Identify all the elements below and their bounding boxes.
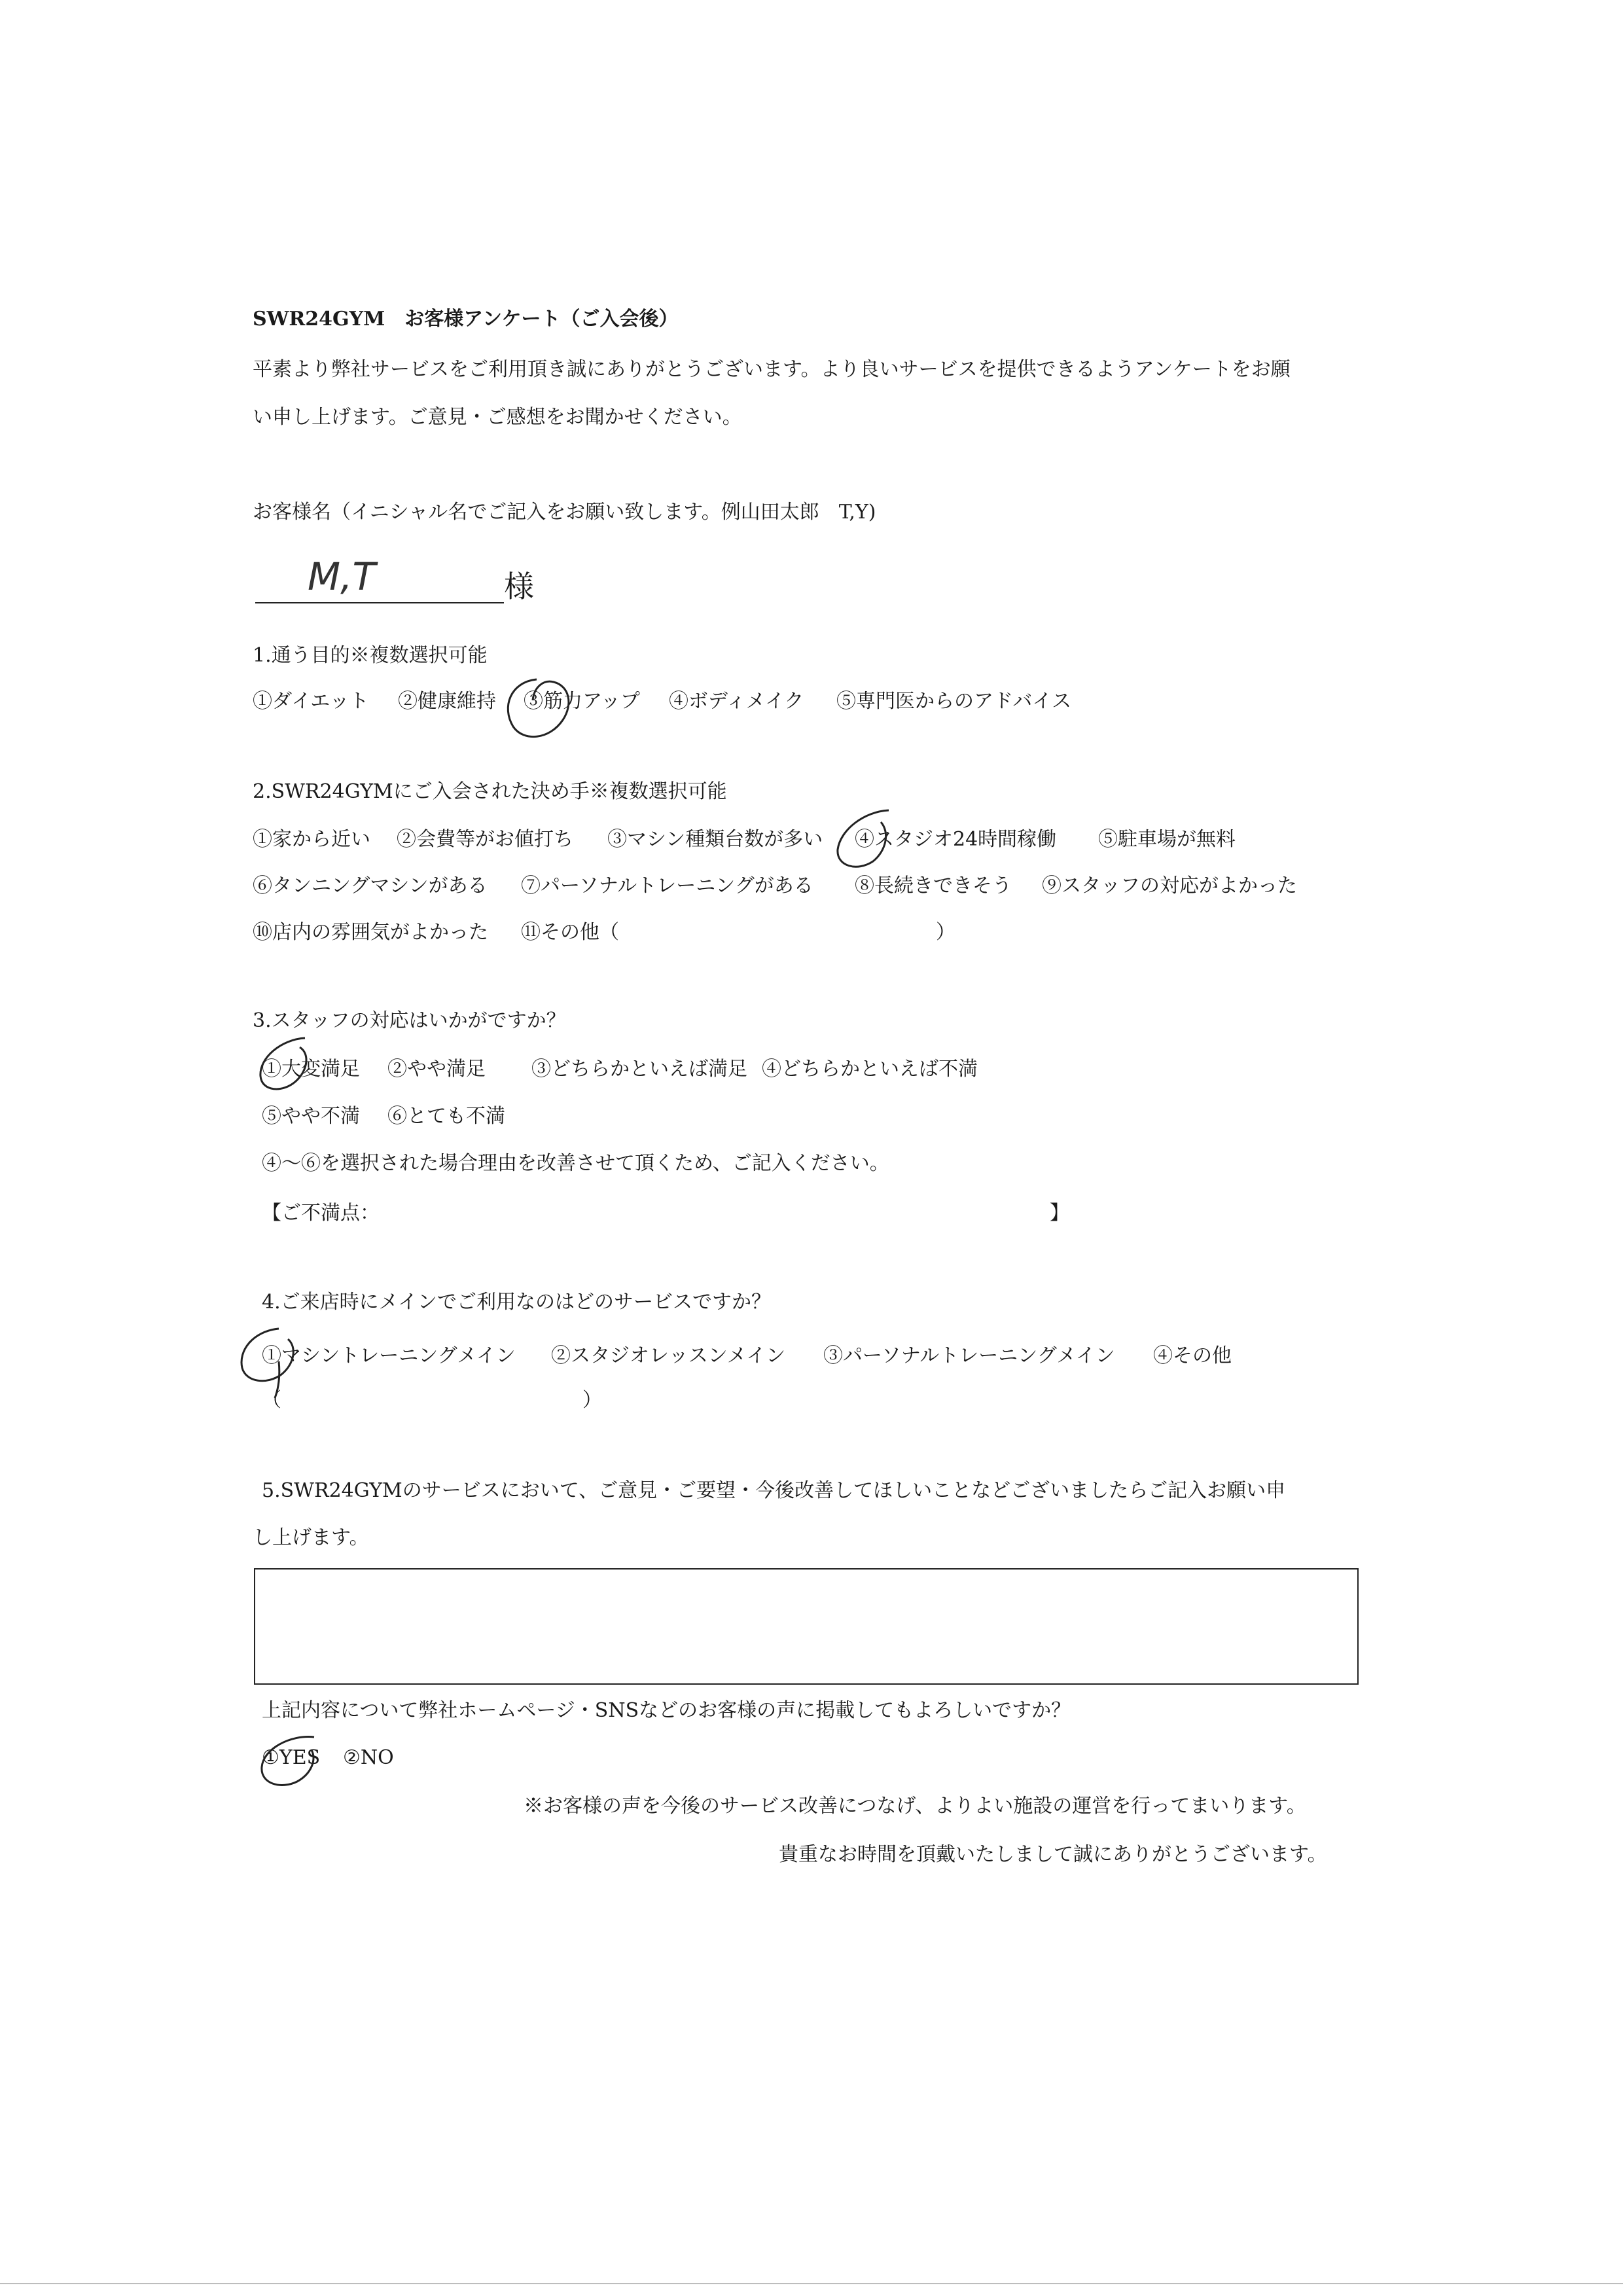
q3-complaint-label: 【ご不満点： xyxy=(262,1202,380,1225)
q3-title: 3.スタッフの対応はいかがですか？ xyxy=(253,1009,566,1032)
customer-name-underline xyxy=(255,602,504,603)
q4-other-close: ） xyxy=(582,1389,602,1412)
q5-answer-box[interactable] xyxy=(254,1568,1359,1685)
q2-selection-circle xyxy=(818,804,903,876)
q3-option-5[interactable]: ⑤やや不満 xyxy=(262,1105,360,1128)
q2-option-3[interactable]: ③マシン種類台数が多い xyxy=(607,828,823,851)
q4-option-4[interactable]: ④その他 xyxy=(1153,1344,1232,1367)
q2-other-close: ） xyxy=(936,921,955,944)
q4-other-open: （ xyxy=(262,1389,281,1412)
q3-complaint-close: 】 xyxy=(1050,1202,1069,1225)
q3-selection-circle xyxy=(253,1033,325,1098)
q4-option-1[interactable]: ①マシントレーニングメイン xyxy=(262,1344,516,1367)
q2-option-1[interactable]: ①家から近い xyxy=(253,828,370,851)
q5-title-line-2: し上げます。 xyxy=(253,1526,369,1549)
q2-option-5[interactable]: ⑤駐車場が無料 xyxy=(1098,828,1236,851)
q2-option-8[interactable]: ⑧長続きできそう xyxy=(855,874,1012,897)
q4-selection-circle xyxy=(233,1322,312,1401)
q3-option-6[interactable]: ⑥とても不満 xyxy=(387,1105,505,1128)
q2-option-10[interactable]: ⑩店内の雰囲気がよかった xyxy=(253,921,488,944)
q5-answer-text xyxy=(255,1570,1357,1585)
q1-selection-circle xyxy=(497,674,589,746)
q2-option-9[interactable]: ⑨スタッフの対応がよかった xyxy=(1042,874,1297,897)
consent-selection-circle xyxy=(251,1727,330,1799)
q1-option-1[interactable]: ①ダイエット xyxy=(253,690,369,713)
consent-yes[interactable]: ①YES xyxy=(262,1746,321,1769)
q1-option-4[interactable]: ④ボディメイク xyxy=(669,690,804,713)
q4-option-2[interactable]: ②スタジオレッスンメイン xyxy=(551,1344,786,1367)
footer-note-2: 貴重なお時間を頂戴いたしまして誠にありがとうございます。 xyxy=(779,1843,1327,1866)
q2-option-6[interactable]: ⑥タンニングマシンがある xyxy=(253,874,488,897)
q4-title: 4.ご来店時にメインでご利用なのはどのサービスですか？ xyxy=(262,1291,772,1314)
q2-option-11[interactable]: ⑪その他（ xyxy=(521,921,619,944)
q4-option-3[interactable]: ③パーソナルトレーニングメイン xyxy=(823,1344,1115,1367)
q2-option-2[interactable]: ②会費等がお値打ち xyxy=(397,828,573,851)
customer-name-suffix: 様 xyxy=(504,569,534,604)
q3-option-4[interactable]: ④どちらかといえば不満 xyxy=(762,1058,978,1081)
consent-question: 上記内容について弊社ホームページ・SNSなどのお客様の声に掲載してもよろしいですか？ xyxy=(262,1699,1071,1722)
q3-option-1[interactable]: ①大変満足 xyxy=(262,1058,360,1081)
q1-option-3[interactable]: ③筋力アップ xyxy=(524,690,640,713)
scan-edge xyxy=(0,2283,1623,2284)
q2-option-4[interactable]: ④スタジオ24時間稼働 xyxy=(855,828,1057,851)
intro-line-1: 平素より弊社サービスをご利用頂き誠にありがとうございます。より良いサービスを提供できるようアンケートをお願 xyxy=(253,358,1291,381)
q1-title: 1.通う目的※複数選択可能 xyxy=(253,644,488,667)
q1-option-2[interactable]: ②健康維持 xyxy=(398,690,496,713)
survey-title: SWR24GYM お客様アンケート（ご入会後） xyxy=(253,308,679,331)
consent-no[interactable]: ②NO xyxy=(343,1746,394,1769)
q3-note: ④〜⑥を選択された場合理由を改善させて頂くため、ご記入ください。 xyxy=(262,1152,889,1175)
q1-option-5[interactable]: ⑤専門医からのアドバイス xyxy=(836,690,1072,713)
q3-option-3[interactable]: ③どちらかといえば満足 xyxy=(531,1058,747,1081)
footer-note-1: ※お客様の声を今後のサービス改善につなげ、よりよい施設の運営を行ってまいります。 xyxy=(524,1795,1306,1818)
q2-title: 2.SWR24GYMにご入会された決め手※複数選択可能 xyxy=(253,780,727,803)
customer-name-label: お客様名（イニシャル名でご記入をお願い致します。例山田太郎 T,Y) xyxy=(253,501,876,524)
customer-name-handwritten: M,T xyxy=(308,554,376,599)
q5-title-line-1: 5.SWR24GYMのサービスにおいて、ご意見・ご要望・今後改善してほしいことなどございましたらご記入お願い申 xyxy=(262,1479,1286,1502)
q2-option-7[interactable]: ⑦パーソナルトレーニングがある xyxy=(521,874,813,897)
q3-option-2[interactable]: ②やや満足 xyxy=(387,1058,486,1081)
intro-line-2: い申し上げます。ご意見・ご感想をお聞かせください。 xyxy=(253,406,742,429)
